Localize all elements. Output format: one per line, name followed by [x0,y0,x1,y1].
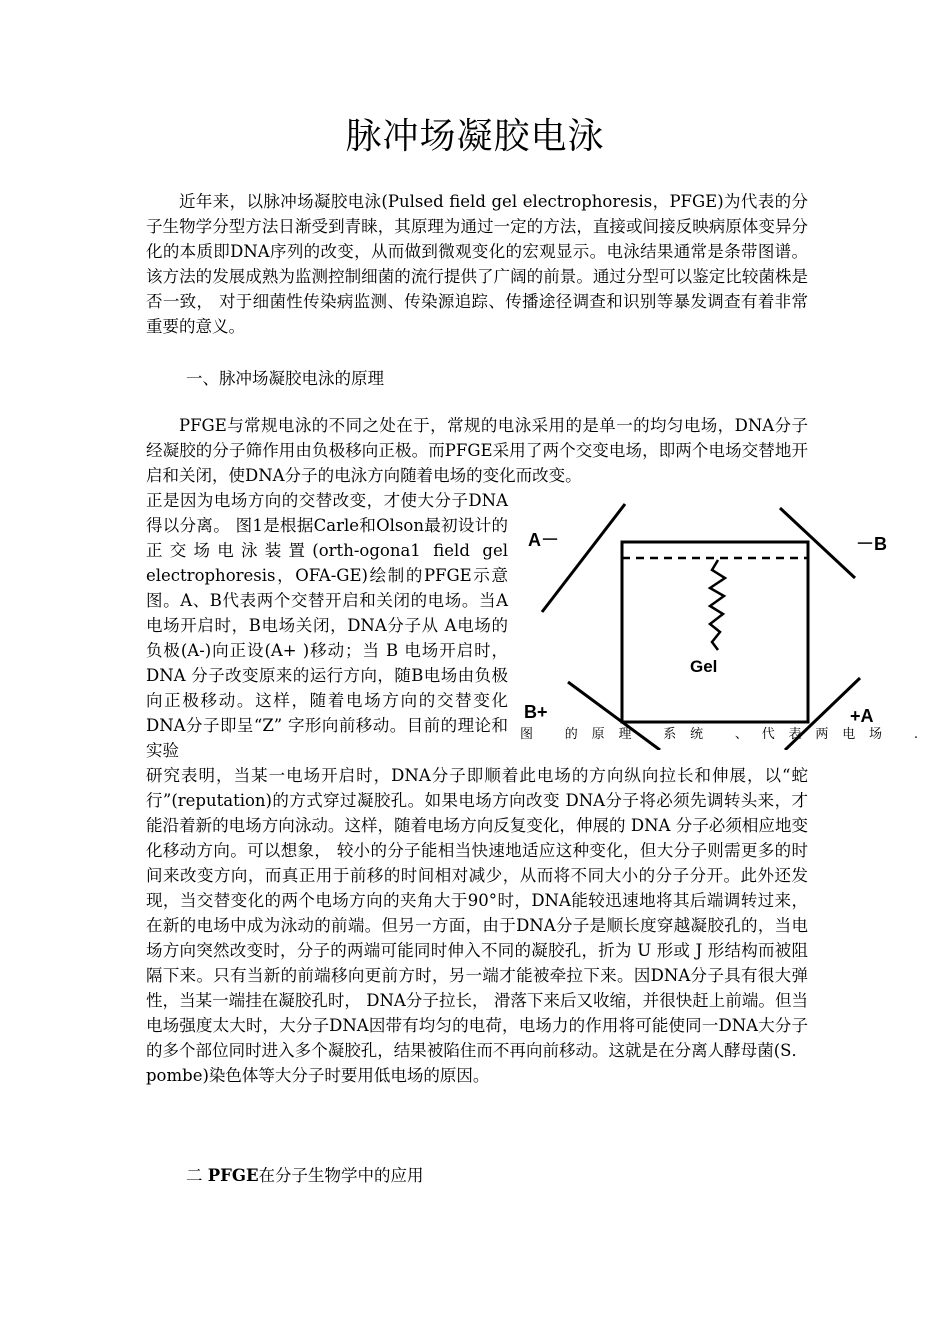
section1-heading: 一、脉冲场凝胶电泳的原理 [186,369,384,388]
pfge-diagram-figure [520,500,900,750]
label-a-plus: +A [850,706,874,726]
section1-paragraph-bottom: 研究表明，当某一电场开启时，DNA分子即顺着此电场的方向纵向拉长和伸展，以“蛇行”(reputation)的方式穿过凝胶孔。如果电场方向改变 DNA分子将必须先调转头来，才能沿着新的电场方向泳动。这样，随着电场方向反复变化，伸展的 DNA 分子必须相应地变化移动方向。可以想象， 较小的分子能相当快速地适应这种变化，但大分子则需更多的时间来改变方向，而真正用于前移的时间相对减少，从而将不同大小的分子分开。此外还发现，当交替变化的两个电场方向的夹角大于90°时，DNA能较迅速地将其后端调转过来，在新的电场中成为泳动的前端。但另一方面，由于DNA分子是顺长度穿越凝胶孔的，当电场方向突然改变时，分子的两端可能同时伸入不同的凝胶孔，折为 U 形或 J 形结构而被阻隔下来。只有当新的前端移向更前方时，另一端才能被牵拉下来。因DNA分子具有很大弹性，当某一端挂在凝胶孔时， DNA分子拉长， 滑落下来后又收缩，并很快赶上前端。但当电场强度太大时，大分子DNA因带有均匀的电荷，电场力的作用将可能使同一DNA大分子的多个部位同时进入多个凝胶孔，结果被陷住而不再向前移动。这就是在分离人酵母菌(S．pombe)染色体等大分子时要用低电场的原因。 [146,766,808,1085]
section2-heading-prefix: 二 [186,1166,203,1185]
section1-paragraph-wrap: 正是因为电场方向的交替改变，才使大分子DNA得以分离。 图1是根据Carle和Olson最初设计的正交场电泳装置(orth-ogona1 field gel electrophoresis，OFA-GE)绘制的PFGE示意图。A、B代表两个交替开启和关闭的电场。当A电场开启时，B电场关闭，DNA分子从 A电场的负极(A-)向正设(A+ )移动；当 B 电场开启时，DNA 分子改变原来的运行方向，随B电场由负极向正极移动。这样，随着电场方向的交替变化DNA分子即呈“Z” 字形向前移动。目前的理论和实验 [146,491,508,760]
dna-zigzag-path [710,560,725,650]
intro-paragraph: 近年来，以脉冲场凝胶电泳(Pulsed field gel electrophoresis，PFGE)为代表的分子生物学分型方法日渐受到青睐，其原理为通过一定的方法，直接或间接反映病原体变异分化的本质即DNA序列的改变，从而做到微观变化的宏观显示。电泳结果通常是条带图谱。该方法的发展成熟为监测控制细菌的流行提供了广阔的前景。通过分型可以鉴定比较菌株是否一致， 对于细菌性传染病监测、传染源追踪、传播途径调查和识别等暴发调查有着非常重要的意义。 [146,192,808,336]
section2-heading-bold: PFGE [207,1166,259,1185]
electrode-a-minus-line [542,504,625,612]
gel-box [622,542,808,722]
label-a-minus: A－ [528,530,559,550]
label-b-plus: B+ [524,702,548,722]
page-title: 脉冲场凝胶电泳 [345,116,605,157]
pfge-diagram [520,500,900,750]
label-b-minus: －B [856,534,887,554]
section1-paragraph-top: PFGE与常规电泳的不同之处在于，常规的电泳采用的是单一的均匀电场，DNA分子经凝胶的分子筛作用由负极移向正极。而PFGE采用了两个交变电场，即两个电场交替地开启和关闭，使DNA分子的电泳方向随着电场的变化而改变。 [146,416,808,485]
section2-heading [186,1163,424,1188]
label-gel: Gel [690,657,718,676]
section2-heading-rest: 在分子生物学中的应用 [258,1166,424,1185]
figure-caption: 图 的原理 系统 、代表两电场 . [520,727,918,742]
